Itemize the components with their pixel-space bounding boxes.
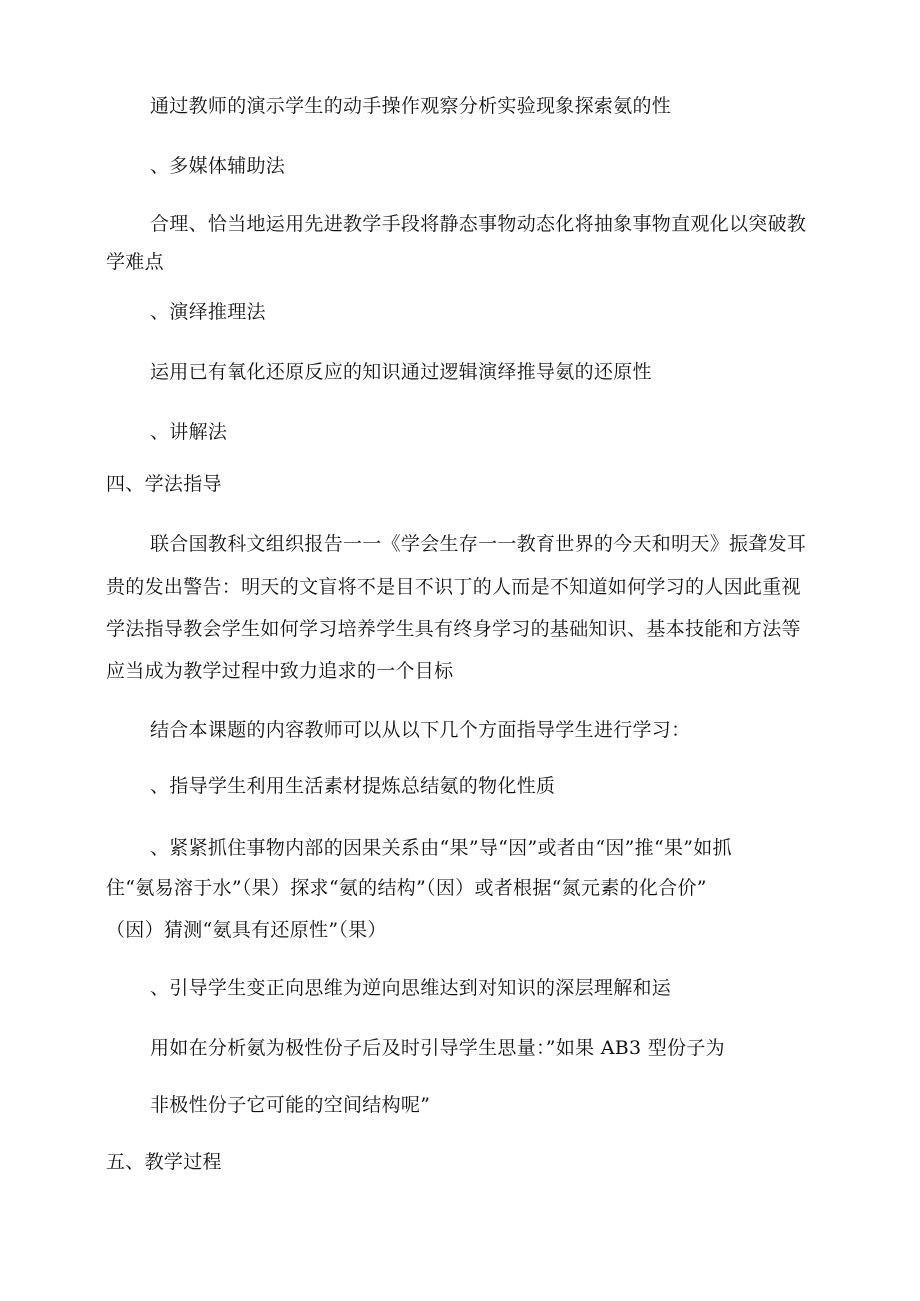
paragraph-line: （因）猜测“氨具有还原性”（果）	[106, 919, 387, 941]
paragraph-line: 学难点	[106, 251, 164, 273]
paragraph-line: 联合国教科文组织报告一一《学会生存一一教育世界的今天和明天》振聋发耳	[150, 533, 807, 555]
list-item: 、引导学生变正向思维为逆向思维达到对知识的深层理解和运	[150, 977, 672, 999]
section-heading: 、多媒体辅助法	[150, 155, 286, 177]
paragraph-line: 应当成为教学过程中致力追求的一个目标	[106, 660, 454, 682]
list-item: 、紧紧抓住事物内部的因果关系由“果”导“因”或者由“因”推“果”如抓	[150, 837, 732, 859]
paragraph-line: 运用已有氧化还原反应的知识通过逻辑演绎推导氨的还原性	[150, 361, 652, 383]
chapter-heading: 五、教学过程	[106, 1151, 222, 1173]
section-heading: 、演绎推理法	[150, 301, 266, 323]
paragraph-line: 结合本课题的内容教师可以从以下几个方面指导学生进行学习：	[150, 719, 691, 741]
list-item: 、指导学生利用生活素材提炼总结氨的物化性质	[150, 775, 556, 797]
paragraph-line: 通过教师的演示学生的动手操作观察分析实验现象探索氨的性	[150, 95, 672, 117]
paragraph-line: 学法指导教会学生如何学习培养学生具有终身学习的基础知识、基本技能和方法等	[106, 618, 801, 640]
paragraph-line: 贵的发出警告：明天的文盲将不是目不识丁的人而是不知道如何学习的人因此重视	[106, 576, 801, 598]
paragraph-line: 住“氨易溶于水”（果）探求“氨的结构”（因）或者根据“氮元素的化合价”	[106, 877, 707, 899]
section-heading: 、讲解法	[150, 421, 228, 443]
paragraph-line: 用如在分析氨为极性份子后及时引导学生思量：”如果 AB3 型份子为	[150, 1037, 725, 1059]
paragraph-line: 合理、恰当地运用先进教学手段将静态事物动态化将抽象事物直观化以突破教	[150, 213, 807, 235]
paragraph-line: 非极性份子它可能的空间结构呢”	[150, 1094, 431, 1116]
chapter-heading: 四、学法指导	[106, 473, 222, 495]
